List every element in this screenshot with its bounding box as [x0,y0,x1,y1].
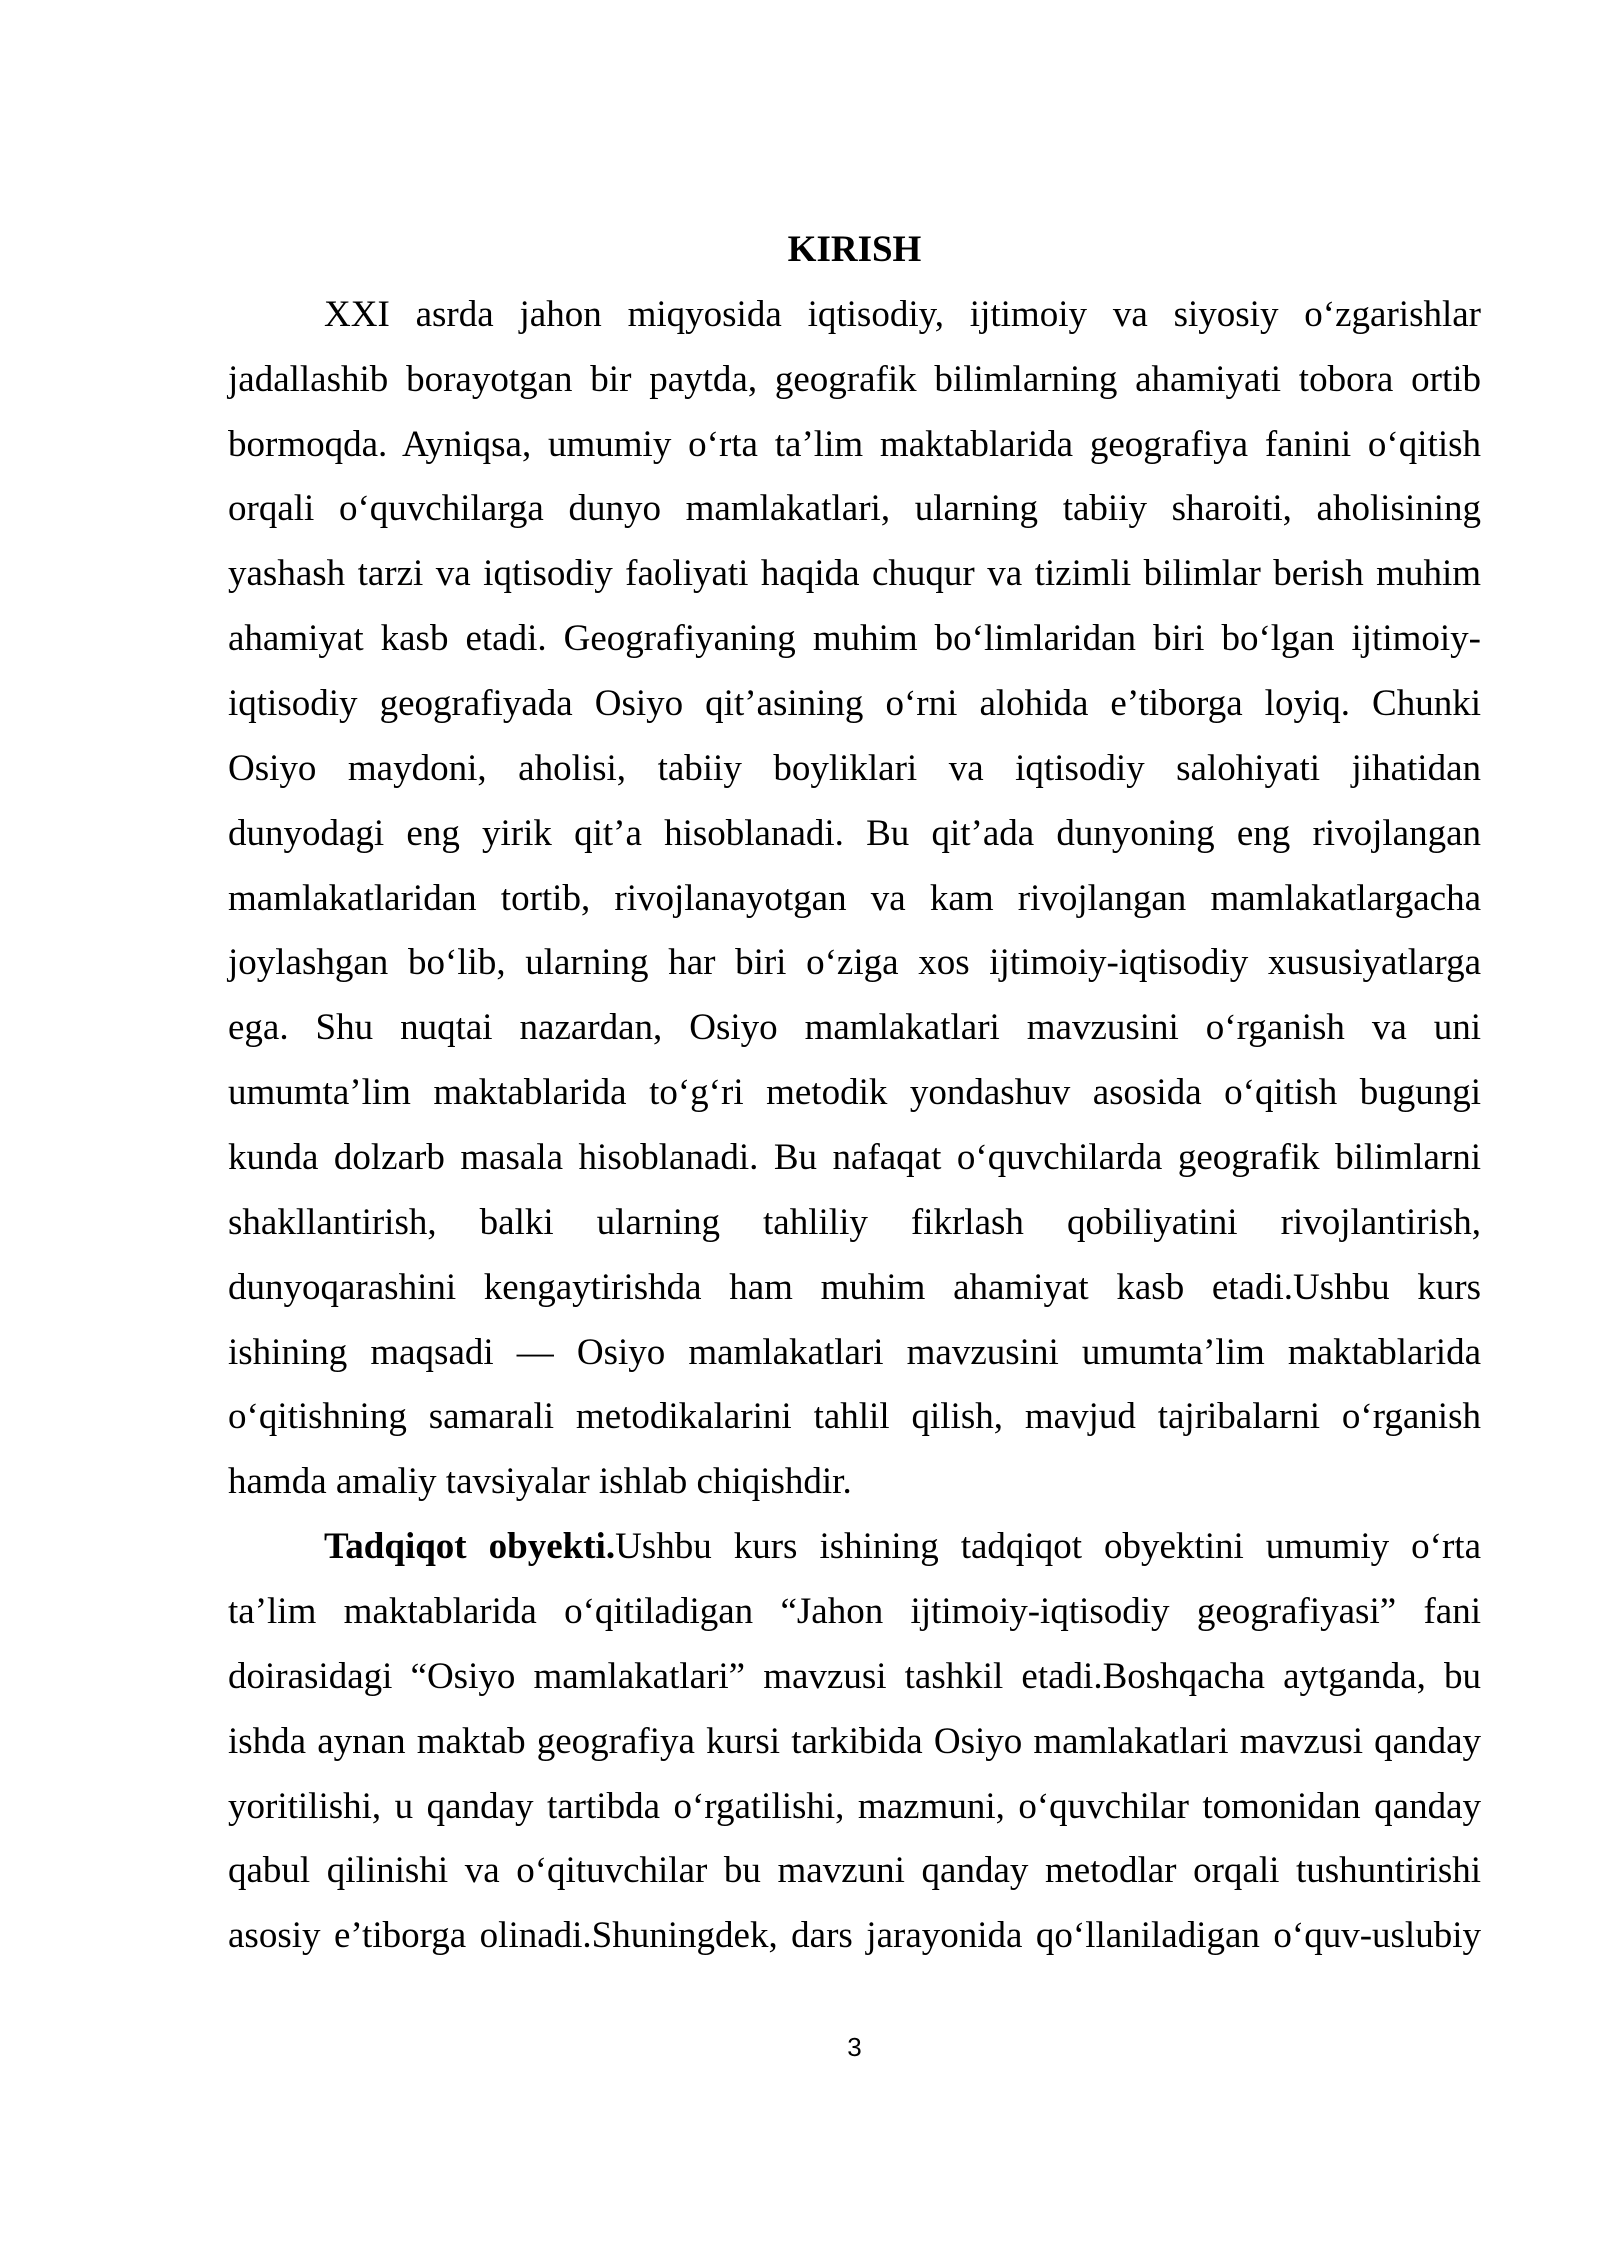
text-line: shakllantirish, balki ularning tahliliy fikrlash qobiliyatini rivojlantirish, [228,1201,1481,1243]
text-line-remainder: Ushbu kurs ishining tadqiqot obyektini umumiy o‘rta [615,1526,1481,1568]
text-line: umumta’lim maktablarida to‘g‘ri metodik yondashuv asosida o‘qitish bugungi [228,1072,1481,1114]
text-line: asosiy e’tiborga olinadi.Shuningdek, dars jarayonida qo‘llaniladigan o‘quv-uslubiy [228,1915,1481,1957]
text-line: ishda aynan maktab geografiya kursi tarkibida Osiyo mamlakatlari mavzusi qanday [228,1720,1481,1762]
text-line: ishining maqsadi — Osiyo mamlakatlari mavzusini umumta’lim maktablarida [228,1331,1481,1373]
text-line: qabul qilinishi va o‘qituvchilar bu mavzuni qanday metodlar orqali tushuntirishi [228,1850,1481,1892]
text-line: XXI asrda jahon miqyosida iqtisodiy, ijtimoiy va siyosiy o‘zgarishlar [324,293,1481,335]
text-line: iqtisodiy geografiyada Osiyo qit’asining o‘rni alohida e’tiborga loyiq. Chunki [228,683,1481,725]
text-line: yoritilishi, u qanday tartibda o‘rgatilishi, mazmuni, o‘quvchilar tomonidan qanday [228,1785,1481,1827]
text-line: yashash tarzi va iqtisodiy faoliyati haqida chuqur va tizimli bilimlar berish muhim [228,553,1481,595]
text-line: Osiyo maydoni, aholisi, tabiiy boyliklari va iqtisodiy salohiyati jihatidan [228,747,1481,789]
text-line: o‘qitishning samarali metodikalarini tahlil qilish, mavjud tajribalarni o‘rganish [228,1396,1481,1438]
paragraph-lead-bold: Tadqiqot obyekti. [324,1526,616,1568]
text-line: kunda dolzarb masala hisoblanadi. Bu nafaqat o‘quvchilarda geografik bilimlarni [228,1137,1481,1179]
text-line: doirasidagi “Osiyo mamlakatlari” mavzusi tashkil etadi.Boshqacha aytganda, bu [228,1655,1481,1697]
section-heading: KIRISH [787,229,922,270]
page-number: 3 [847,2032,862,2062]
paragraph-research-object [228,1515,1481,1969]
paragraph-introduction [228,283,1481,1515]
text-line: hamda amaliy tavsiyalar ishlab chiqishdir. [228,1461,852,1503]
text-line: jadallashib borayotgan bir paytda, geografik bilimlarning ahamiyati tobora ortib [228,358,1481,400]
text-line: dunyoqarashini kengaytirishda ham muhim ahamiyat kasb etadi.Ushbu kurs [228,1266,1481,1308]
text-line: joylashgan bo‘lib, ularning har biri o‘ziga xos ijtimoiy-iqtisodiy xususiyatlarga [228,942,1481,984]
text-line: mamlakatlaridan tortib, rivojlanayotgan va kam rivojlangan mamlakatlargacha [228,877,1481,919]
text-line: ega. Shu nuqtai nazardan, Osiyo mamlakatlari mavzusini o‘rganish va uni [228,1007,1481,1049]
text-line [228,1515,1481,1580]
text-line: orqali o‘quvchilarga dunyo mamlakatlari, ularning tabiiy sharoiti, aholisining [228,488,1481,530]
text-line: dunyodagi eng yirik qit’a hisoblanadi. Bu qit’ada dunyoning eng rivojlangan [228,812,1481,854]
text-line: ta’lim maktablarida o‘qitiladigan “Jahon ijtimoiy-iqtisodiy geografiyasi” fani [228,1591,1481,1633]
text-line: ahamiyat kasb etadi. Geografiyaning muhim bo‘limlaridan biri bo‘lgan ijtimoiy- [228,618,1481,660]
text-body [228,218,1481,1969]
text-line: bormoqda. Ayniqsa, umumiy o‘rta ta’lim maktablarida geografiya fanini o‘qitish [228,423,1481,465]
